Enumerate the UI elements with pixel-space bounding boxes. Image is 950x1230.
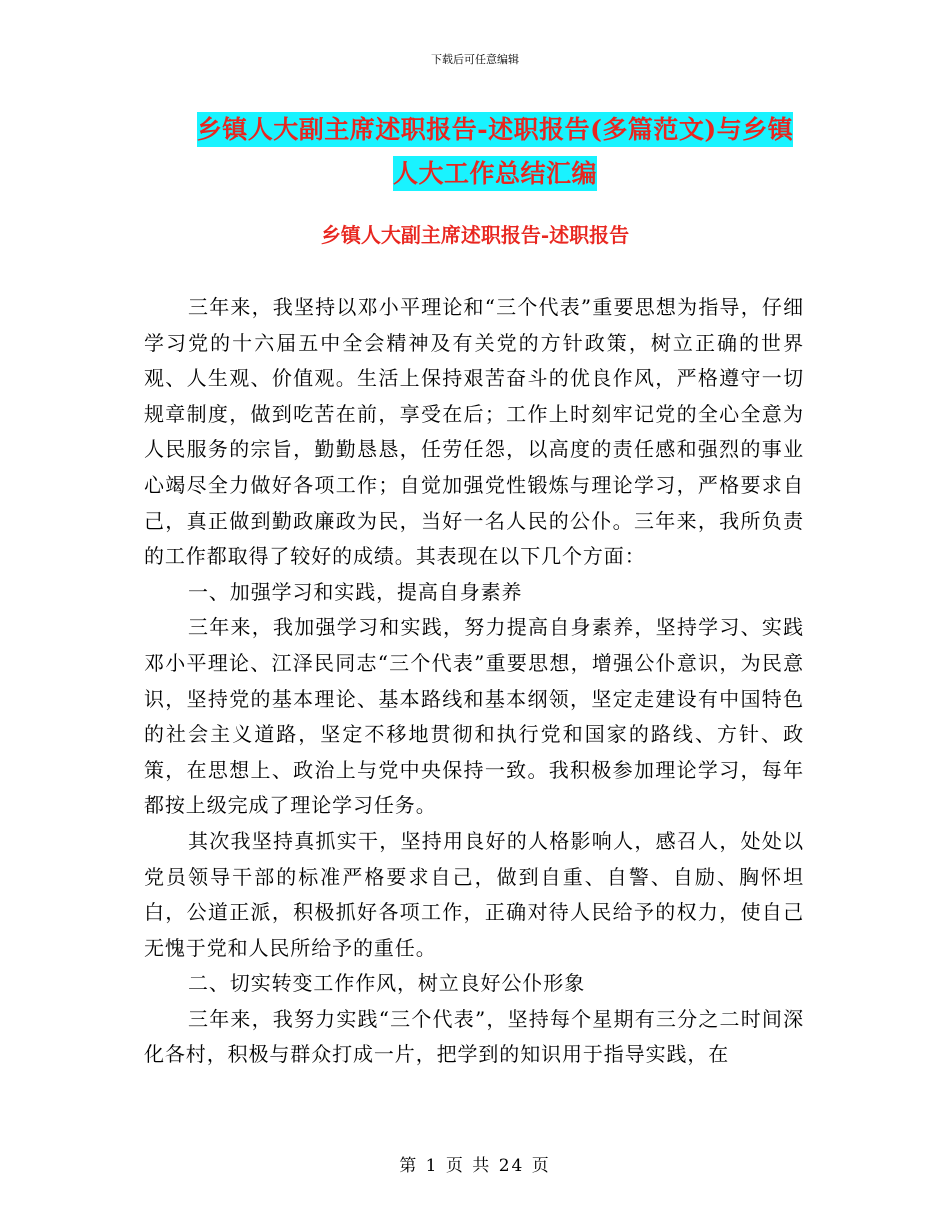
section-title: 乡镇人大副主席述职报告-述职报告 (320, 223, 630, 247)
document-title-line-1: 乡镇人大副主席述职报告-述职报告(多篇范文)与乡镇 (197, 112, 794, 147)
paragraph: 三年来，我坚持以邓小平理论和“三个代表”重要思想为指导，仔细学习党的十六届五中全会精神及有关党的方针政策，树立正确的世界观、人生观、价值观。生活上保持艰苦奋斗的优良作风，严格遵守一切规章制度，做到吃苦在前，享受在后；工作上时刻牢记党的全心全意为人民服务的宗旨，勤勤恳恳，任劳任怨，以高度的责任感和强烈的事业心竭尽全力做好各项工作；自觉加强党性锻炼与理论学习，严格要求自己，真正做到勤政廉政为民，当好一名人民的公仆。三年来，我所负责的工作都取得了较好的成绩。其表现在以下几个方面： (144, 295, 804, 569)
paragraph: 其次我坚持真抓实干，坚持用良好的人格影响人，感召人，处处以党员领导干部的标准严格要求自己，做到自重、自警、自励、胸怀坦白，公道正派，积极抓好各项工作，正确对待人民给予的权力，使自己无愧于党和人民所给予的重任。 (144, 828, 804, 960)
page-footer: 第 1 页 共 24 页 (399, 1156, 551, 1176)
document-title-line-2: 人大工作总结汇编 (393, 156, 597, 191)
header-note: 下载后可任意编辑 (431, 53, 519, 66)
body-text (144, 290, 804, 1073)
document-title (150, 108, 840, 196)
subheading: 二、切实转变工作作风，树立良好公仆形象 (188, 971, 586, 996)
paragraph: 三年来，我努力实践“三个代表”，坚持每个星期有三分之二时间深化各村，积极与群众打成一片，把学到的知识用于指导实践，在 (144, 1006, 804, 1067)
subheading: 一、加强学习和实践，提高自身素养 (188, 579, 523, 604)
paragraph: 三年来，我加强学习和实践，努力提高自身素养，坚持学习、实践邓小平理论、江泽民同志“三个代表”重要思想，增强公仆意识，为民意识，坚持党的基本理论、基本路线和基本纲领，坚定走建设有中国特色的社会主义道路，坚定不移地贯彻和执行党和国家的路线、方针、政策，在思想上、政治上与党中央保持一致。我积极参加理论学习，每年都按上级完成了理论学习任务。 (144, 615, 804, 818)
